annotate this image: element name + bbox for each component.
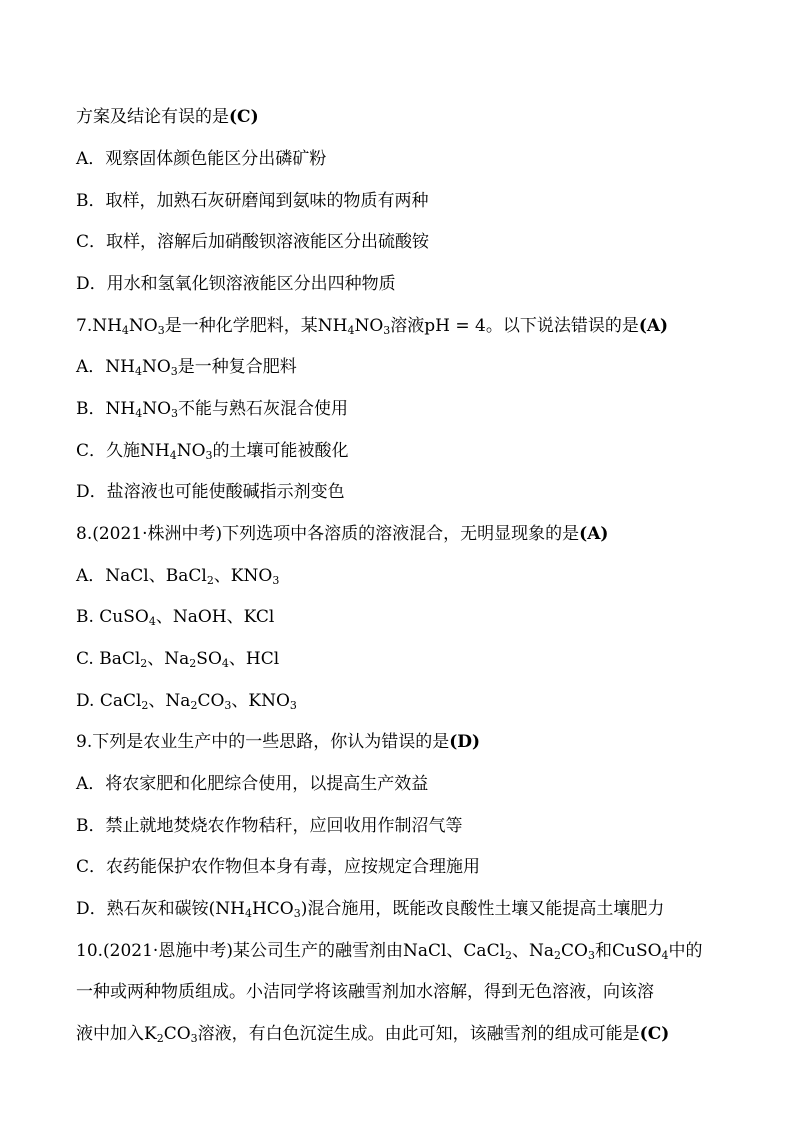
text-line [76,773,428,795]
subscript: 2 [190,699,198,712]
subscript: 3 [157,324,165,337]
subscript: 4 [148,615,156,628]
line-text: A．NaCl、BaCl [76,566,207,586]
line-text: 、Na [147,649,190,669]
subscript: 2 [189,657,197,670]
line-text: 、KNO [213,566,273,586]
line-text: 溶液pH = 4。以下说法错误的是 [390,316,639,336]
subscript: 2 [156,1032,164,1045]
line-text: 一种或两种物质组成。小洁同学将该融雪剂加水溶解，得到无色溶液，向该溶 [76,982,654,1002]
subscript: 3 [293,907,301,920]
text-line [76,981,654,1003]
line-text: B．取样，加熟石灰研磨闻到氨味的物质有两种 [76,191,429,211]
line-text: C．农药能保护农作物但本身有毒，应按规定合理施用 [76,857,481,877]
line-text: D．盐溶液也可能使酸碱指示剂变色 [76,482,345,502]
answer-label: (A) [638,316,669,336]
line-text: NO [128,316,158,336]
line-text: )混合施用，既能改良酸性土壤又能提高土壤肥力 [300,899,665,919]
line-text: 、HCl [228,649,280,669]
answer-label: (C) [639,1024,670,1044]
subscript: 2 [141,699,149,712]
text-line [76,856,480,878]
line-text: CO [561,941,588,961]
line-text: C. BaCl [76,649,141,669]
subscript: 4 [121,324,129,337]
line-text: A．NH [76,357,135,377]
subscript: 2 [140,657,148,670]
text-line [76,190,429,212]
line-text: NO [141,357,171,377]
line-text: 的土壤可能被酸化 [212,441,349,461]
line-text: NO [176,441,206,461]
subscript: 4 [134,365,142,378]
answer-label: (C) [229,107,259,127]
subscript: 4 [347,324,355,337]
text-line [76,731,480,753]
subscript: 2 [206,574,214,587]
answer-label: (D) [449,732,481,752]
line-text: 10.(2021·恩施中考)某公司生产的融雪剂由NaCl、CaCl [76,941,506,961]
line-text: 8.(2021·株洲中考)下列选项中各溶质的溶液混合，无明显现象的是 [76,524,580,544]
text-line [76,106,259,128]
subscript: 3 [289,699,297,712]
line-text: C．久施NH [76,441,170,461]
line-text: D．用水和氢氧化钡溶液能区分出四种物质 [76,274,396,294]
line-text: 、Na [512,941,555,961]
subscript: 3 [383,324,391,337]
subscript: 3 [205,449,213,462]
line-text: A．将农家肥和化肥综合使用，以提高生产效益 [76,774,429,794]
subscript: 4 [169,449,177,462]
line-text: 是一种化学肥料，某NH [164,316,348,336]
line-text: D．熟石灰和碳铵(NH [76,899,245,919]
line-text: C．取样，溶解后加硝酸钡溶液能区分出硫酸铵 [76,232,430,252]
subscript: 2 [554,949,562,962]
subscript: 3 [272,574,280,587]
text-line [76,148,326,170]
line-text: B. CuSO [76,607,149,627]
text-line [76,606,274,628]
line-text: D. CaCl [76,691,142,711]
text-line [76,648,279,670]
line-text: CO [197,691,225,711]
line-text: HCO [251,899,294,919]
answer-label: (A) [579,524,609,544]
line-text: 液中加入K [76,1024,157,1044]
line-text: 9.下列是农业生产中的一些思路，你认为错误的是 [76,732,450,752]
line-text: 、Na [148,691,191,711]
line-text: NO [354,316,384,336]
line-text: SO [196,649,222,669]
line-text: 7.NH [76,316,122,336]
subscript: 3 [190,1032,198,1045]
line-text: 、NaOH、KCl [155,607,275,627]
text-line [76,565,279,587]
line-text: B．NH [76,399,136,419]
line-text: CO [163,1024,191,1044]
text-line [76,523,608,545]
line-text: A．观察固体颜色能区分出磷矿粉 [76,149,327,169]
subscript: 4 [221,657,229,670]
subscript: 3 [171,407,179,420]
subscript: 3 [224,699,232,712]
subscript: 4 [244,907,252,920]
text-line [76,940,703,962]
text-line [76,690,297,712]
subscript: 3 [587,949,595,962]
text-line [76,481,345,503]
text-line [76,440,349,462]
subscript: 4 [661,949,669,962]
text-line [76,273,396,295]
subscript: 2 [505,949,513,962]
line-text: 和CuSO [594,941,662,961]
line-text: 方案及结论有误的是 [76,107,229,127]
text-line [76,1023,669,1045]
text-line [76,356,297,378]
text-line [76,315,668,337]
text-line [76,898,664,920]
line-text: 溶液，有白色沉淀生成。由此可知，该融雪剂的组成可能是 [197,1024,640,1044]
line-text: 是一种复合肥料 [177,357,297,377]
line-text: 中的 [668,941,703,961]
line-text: 不能与熟石灰混合使用 [178,399,349,419]
line-text: B．禁止就地焚烧农作物秸秆，应回收用作制沼气等 [76,816,463,836]
subscript: 4 [135,407,143,420]
line-text: 、KNO [231,691,290,711]
line-text: NO [142,399,172,419]
text-line [76,815,463,837]
text-line [76,231,429,253]
subscript: 3 [170,365,178,378]
text-line [76,398,348,420]
